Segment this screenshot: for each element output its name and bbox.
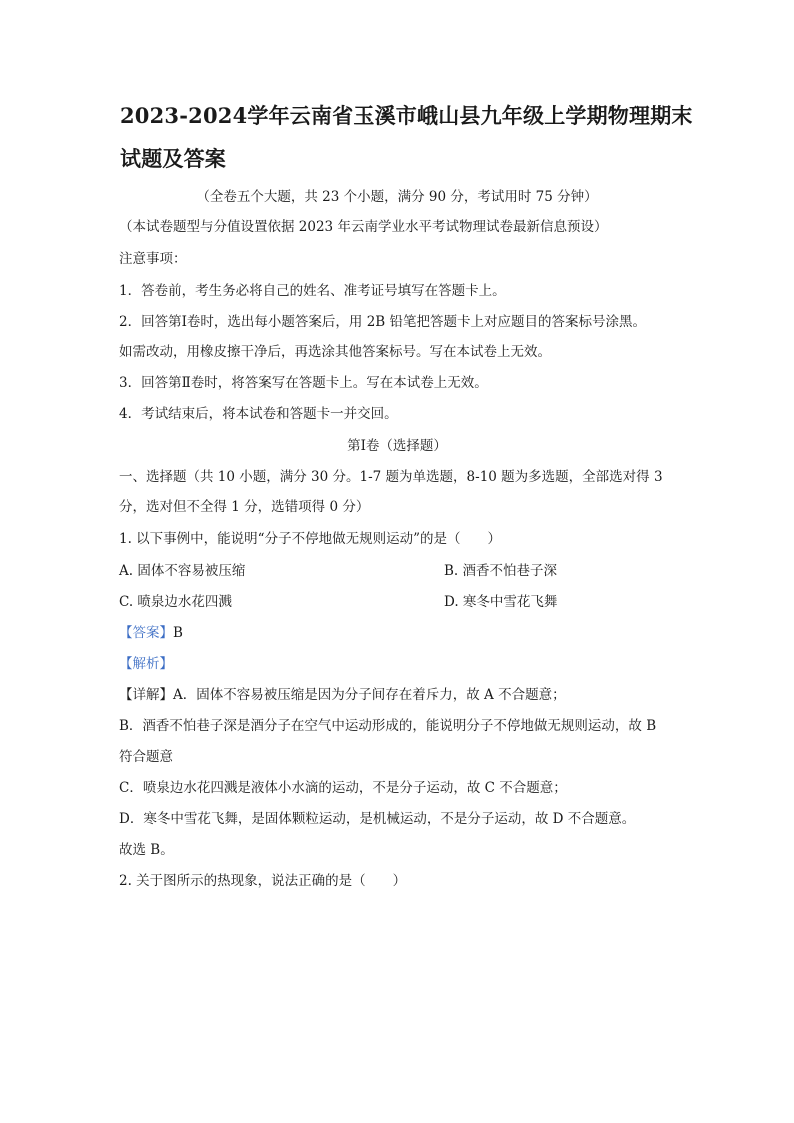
question-1-stem: 1. 以下事例中，能说明“分子不停地做无规则运动”的是（ ） [119, 531, 501, 547]
question-1-option-d: D. 寒冬中雪花飞舞 [444, 594, 558, 610]
notice-item-1: 1．答卷前，考生务必将自己的姓名、准考证号填写在答题卡上。 [119, 283, 506, 299]
answer-value: B [173, 625, 183, 641]
notice-heading: 注意事项： [119, 251, 187, 267]
exam-subtitle: （全卷五个大题，共 23 个小题，满分 90 分，考试用时 75 分钟） [196, 189, 598, 205]
document-title-line-1: 2023-2024学年云南省玉溪市峨山县九年级上学期物理期末 [120, 103, 693, 128]
section-1-instructions: 一、选择题（共 10 小题，满分 30 分。1-7 题为单选题，8-10 题为多选题，全部选对得 3 [119, 469, 663, 485]
question-1-analysis-tag [119, 655, 173, 673]
answer-tag: 【答案】 [119, 625, 173, 641]
question-1-detail-d: D．寒冬中雪花飞舞，是固体颗粒运动，是机械运动，不是分子运动，故 D 不合题意。 [119, 811, 636, 827]
question-1-detail-c: C．喷泉边水花四溅是液体小水滴的运动，不是分子运动，故 C 不合题意； [119, 780, 567, 796]
question-1-answer [119, 624, 183, 642]
volume-heading: 第Ⅰ卷（选择题） [347, 438, 447, 454]
question-1-conclusion: 故选 B。 [119, 842, 174, 858]
question-1-option-c: C. 喷泉边水花四溅 [119, 594, 232, 610]
notice-item-3: 3．回答第Ⅱ卷时，将答案写在答题卡上。写在本试卷上无效。 [119, 375, 488, 391]
detail-a-text: A．固体不容易被压缩是因为分子间存在着斥力，故 A 不合题意； [173, 687, 566, 703]
document-title-line-2: 试题及答案 [120, 146, 226, 171]
detail-tag: 【详解】 [119, 687, 173, 703]
question-1-detail-b-cont: 符合题意 [119, 749, 173, 765]
notice-item-4: 4．考试结束后，将本试卷和答题卡一并交回。 [119, 406, 398, 422]
question-2-stem: 2. 关于图所示的热现象，说法正确的是（ ） [119, 873, 407, 889]
question-1-option-b: B. 酒香不怕巷子深 [444, 563, 558, 579]
exam-basis-note: （本试卷题型与分值设置依据 2023 年云南学业水平考试物理试卷最新信息预设） [119, 219, 608, 235]
question-1-detail-a [119, 686, 566, 704]
notice-item-2: 2．回答第Ⅰ卷时，选出每小题答案后，用 2B 铅笔把答题卡上对应题目的答案标号涂黑。 [119, 314, 647, 330]
analysis-tag: 【解析】 [119, 656, 173, 672]
section-1-instructions-cont: 分，选对但不全得 1 分，选错项得 0 分） [119, 499, 370, 515]
question-1-option-a: A. 固体不容易被压缩 [119, 563, 246, 579]
question-1-detail-b: B．酒香不怕巷子深是酒分子在空气中运动形成的，能说明分子不停地做无规则运动，故 B [119, 718, 657, 734]
notice-item-2-cont: 如需改动，用橡皮擦干净后，再选涂其他答案标号。写在本试卷上无效。 [119, 344, 551, 360]
